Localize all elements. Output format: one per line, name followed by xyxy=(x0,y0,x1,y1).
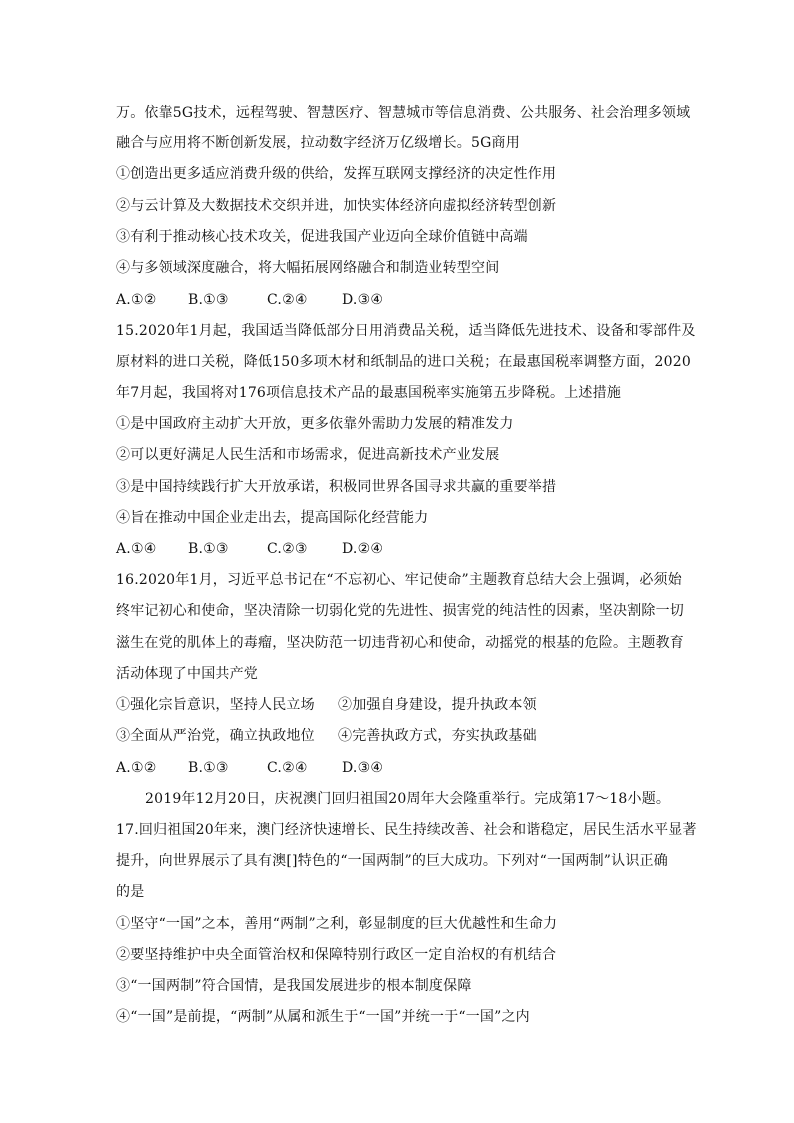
q15-stem-line-1: 15.2020年1月起，我国适当降低部分日用消费品关税，适当降低先进技术、设备和零部件及 xyxy=(116,323,696,339)
q17-stem-line-2: 提升，向世界展示了具有澳[]特色的“一国两制”的巨大成功。下列对“一国两制”认识正确 xyxy=(116,853,668,869)
q16-statement-2: ②加强自身建设，提升执政本领 xyxy=(338,697,537,713)
q15-statement-1: ①是中国政府主动扩大开放，更多依靠外需助力发展的精准发力 xyxy=(116,416,514,432)
q16-option-d: D.③④ xyxy=(342,760,384,776)
q15-stem-line-3: 年7月起，我国将对176项信息技术产品的最惠国税率实施第五步降税。上述措施 xyxy=(116,385,622,401)
q16-statement-4: ④完善执政方式，夯实执政基础 xyxy=(338,728,537,744)
q17-statement-4: ④“一国”是前提，“两制”从属和派生于“一国”并统一于“一国”之内 xyxy=(116,1009,530,1025)
q14-option-b: B.①③ xyxy=(188,292,229,308)
q17-statement-3: ③“一国两制”符合国情，是我国发展进步的根本制度保障 xyxy=(116,978,472,994)
q15-statement-2: ②可以更好满足人民生活和市场需求，促进高新技术产业发展 xyxy=(116,447,500,463)
q16-stem-line-1: 16.2020年1月，习近平总书记在“不忘初心、牢记使命”主题教育总结大会上强调，必须始 xyxy=(116,572,682,588)
q16-stem-line-3: 滋生在党的肌体上的毒瘤，坚决防范一切违背初心和使命，动摇党的根基的危险。主题教育 xyxy=(116,635,684,651)
q14-option-d: D.③④ xyxy=(342,292,384,308)
q14-statement-3: ③有利于推动核心技术攻关，促进我国产业迈向全球价值链中高端 xyxy=(116,229,528,245)
q16-stem-line-2: 终牢记初心和使命，坚决清除一切弱化党的先进性、损害党的纯洁性的因素，坚决割除一切 xyxy=(116,603,684,619)
q17-stem-line-1: 17.回归祖国20年来，澳门经济快速增长、民生持续改善、社会和谐稳定，居民生活水平显著 xyxy=(116,822,697,838)
q14-stem-line-1: 万。依靠5G技术，远程驾驶、智慧医疗、智慧城市等信息消费、公共服务、社会治理多领域 xyxy=(116,105,691,121)
q14-option-a: A.①② xyxy=(116,292,157,308)
q17-stem-line-3: 的是 xyxy=(116,884,145,900)
q16-option-c: C.②④ xyxy=(267,760,308,776)
q14-options xyxy=(116,290,402,310)
q16-statement-1: ①强化宗旨意识，坚持人民立场 xyxy=(116,697,315,713)
q16-option-b: B.①③ xyxy=(188,760,229,776)
q15-statement-3: ③是中国持续践行扩大开放承诺，积极同世界各国寻求共赢的重要举措 xyxy=(116,479,557,495)
q14-stem-line-2: 融合与应用将不断创新发展，拉动数字经济万亿级增长。5G商用 xyxy=(116,135,520,151)
q16-statements-row-2 xyxy=(116,726,537,746)
q16-statement-3: ③全面从严治党，确立执政地位 xyxy=(116,728,315,744)
q16-statements-row-1 xyxy=(116,695,537,715)
q15-option-a: A.①④ xyxy=(116,541,157,557)
q17-statement-1: ①坚守“一国”之本，善用“两制”之利，彰显制度的巨大优越性和生命力 xyxy=(116,916,558,932)
q16-stem-line-4: 活动体现了中国共产党 xyxy=(116,666,258,682)
q14-option-c: C.②④ xyxy=(267,292,308,308)
q15-option-d: D.②④ xyxy=(342,541,384,557)
q15-option-c: C.②③ xyxy=(267,541,308,557)
q14-statement-2: ②与云计算及大数据技术交织并进，加快实体经济向虚拟经济转型创新 xyxy=(116,198,557,214)
q17-statement-2: ②要坚持维护中央全面管治权和保障特别行政区一定自治权的有机结合 xyxy=(116,947,557,963)
q15-options xyxy=(116,539,402,559)
q14-statement-4: ④与多领域深度融合，将大幅拓展网络融合和制造业转型空间 xyxy=(116,260,500,276)
q14-statement-1: ①创造出更多适应消费升级的供给，发挥互联网支撑经济的决定性作用 xyxy=(116,166,557,182)
q16-options xyxy=(116,758,402,778)
q15-stem-line-2: 原材料的进口关税，降低150多项木材和纸制品的进口关税；在最惠国税率调整方面，2020 xyxy=(116,354,691,370)
q17-18-intro: 2019年12月20日，庆祝澳门回归祖国20周年大会隆重举行。完成第17～18小题。 xyxy=(145,791,671,807)
q16-option-a: A.①② xyxy=(116,760,157,776)
q15-statement-4: ④旨在推动中国企业走出去，提高国际化经营能力 xyxy=(116,510,429,526)
q15-option-b: B.①③ xyxy=(188,541,229,557)
